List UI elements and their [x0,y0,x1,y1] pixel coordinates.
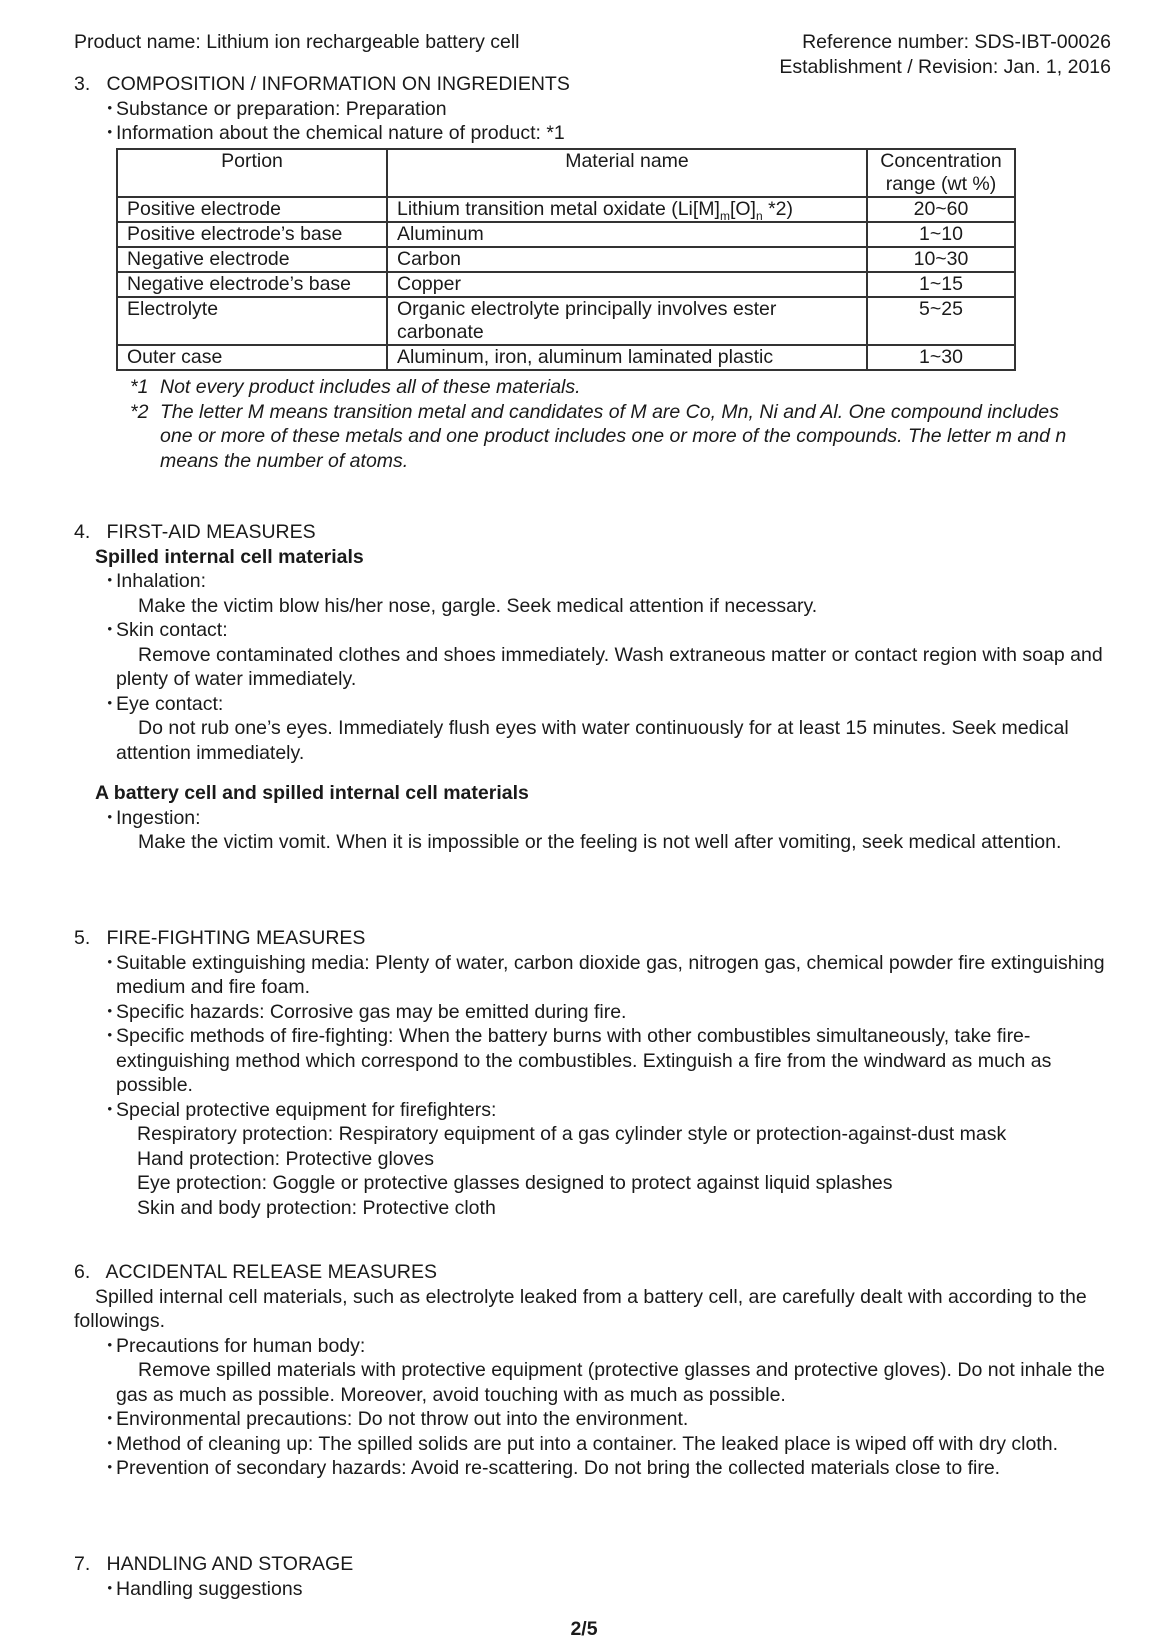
page-number: 2/5 [570,1618,598,1640]
cell-concentration: 20~60 [867,197,1015,222]
cell-material: Aluminum [387,222,867,247]
cell-concentration: 1~10 [867,222,1015,247]
revision-date: Establishment / Revision: Jan. 1, 2016 [779,55,1111,78]
table-row [117,247,1015,272]
protective-equipment-bullet: ・ Special protective equipment for firefighters: [74,1098,1114,1123]
extinguishing-media-bullet: ・ Suitable extinguishing media: Plenty of water, carbon dioxide gas, nitrogen gas, chemical powder fire extinguishing medium and fire foam. [74,951,1114,1000]
table-row [117,297,1015,345]
header-material: Material name [387,149,867,197]
handling-suggestions-bullet: ・ Handling suggestions [74,1577,1114,1602]
precautions-text: Remove spilled materials with protective equipment (protective glasses and protective gloves). Do not inhale the gas as much as possible. Moreover, avoid touching with as much as possible. [116,1359,1105,1406]
respiratory-protection: Respiratory protection: Respiratory equipment of a gas cylinder style or protection-against-dust mask [137,1123,1007,1145]
section-3-title: 3. COMPOSITION / INFORMATION ON INGREDIENTS [74,73,570,95]
cleaning-bullet: ・ Method of cleaning up: The spilled solids are put into a container. The leaked place is wiped off with dry cloth. [74,1432,1114,1457]
cell-concentration: 5~25 [867,297,1015,345]
table-header-row [117,149,1015,197]
eye-contact-label: ・ Eye contact: [74,692,1114,717]
cell-portion: Negative electrode [117,247,387,272]
cell-concentration: 10~30 [867,247,1015,272]
cell-concentration: 1~15 [867,272,1015,297]
table-footnotes [130,375,1070,473]
section-7-title: 7. HANDLING AND STORAGE [74,1553,354,1575]
eye-protection: Eye protection: Goggle or protective glasses designed to protect against liquid splashes [137,1172,893,1194]
subhead-battery-cell: A battery cell and spilled internal cell materials [95,782,529,804]
cell-material: Lithium transition metal oxidate ($Li[M]_m[O]_n$ *2) [387,197,867,222]
cell-concentration: 1~30 [867,345,1015,370]
section-3 [74,72,1114,146]
cell-portion: Negative electrode’s base [117,272,387,297]
skin-contact-label: ・ Skin contact: [74,618,1114,643]
cell-portion: Electrolyte [117,297,387,345]
table-row [117,272,1015,297]
section-5 [74,926,1114,1220]
table-row [117,222,1015,247]
section-6-intro: Spilled internal cell materials, such as electrolyte leaked from a battery cell, are carefully dealt with according to the followings. [74,1285,1087,1332]
header-product-name: Product name: Lithium ion rechargeable battery cell [74,31,520,53]
ingestion-label: ・ Ingestion: [74,806,1114,831]
section-4-title: 4. FIRST-AID MEASURES [74,521,316,543]
inhalation-text: Make the victim blow his/her nose, gargle. Seek medical attention if necessary. [138,594,818,617]
composition-table [116,148,1016,371]
subhead-spilled: Spilled internal cell materials [95,545,364,568]
environmental-bullet: ・ Environmental precautions: Do not throw out into the environment. [74,1407,1114,1432]
section-4 [74,520,1114,855]
table-row [117,345,1015,370]
firefighting-methods-bullet: ・ Specific methods of fire-fighting: When the battery burns with other combustibles simultaneously, take fire-extinguishing method which correspond to the combustibles. Extinguish a fire from the windward as much as possible. [74,1024,1114,1098]
ingestion-text: Make the victim vomit. When it is impossible or the feeling is not well after vomiting, seek medical attention. [138,831,1062,853]
cell-material: Organic electrolyte principally involves ester carbonate [387,297,867,345]
specific-hazards-bullet: ・ Specific hazards: Corrosive gas may be emitted during fire. [74,1000,1114,1025]
substance-bullet: ・ Substance or preparation: Preparation [74,97,1114,122]
header-portion: Portion [117,149,387,197]
cell-portion: Outer case [117,345,387,370]
cell-material: Aluminum, iron, aluminum laminated plastic [387,345,867,370]
precautions-label: ・ Precautions for human body: [74,1334,1114,1359]
cell-material: Copper [387,272,867,297]
footnote-1: *1 Not every product includes all of these materials. [130,376,581,398]
hand-protection: Hand protection: Protective gloves [137,1147,434,1170]
section-6 [74,1260,1114,1481]
cell-material: Carbon [387,247,867,272]
header-concentration: Concentration range (wt %) [867,149,1015,197]
section-5-title: 5. FIRE-FIGHTING MEASURES [74,927,366,949]
footnote-2: *2 The letter M means transition metal and candidates of M are Co, Mn, Ni and Al. One compound includes one or more of these metals and one product includes one or more of the compounds. The letter m and n means the number of atoms. [130,400,1067,472]
secondary-hazards-bullet: ・ Prevention of secondary hazards: Avoid re-scattering. Do not bring the collected materials close to fire. [74,1456,1114,1481]
reference-number: Reference number: SDS-IBT-00026 [802,31,1111,53]
skin-body-protection: Skin and body protection: Protective cloth [137,1196,496,1219]
cell-portion: Positive electrode’s base [117,222,387,247]
inhalation-label: ・ Inhalation: [74,569,1114,594]
section-7 [74,1552,1114,1601]
table-row [117,197,1015,222]
cell-portion: Positive electrode [117,197,387,222]
skin-contact-text: Remove contaminated clothes and shoes immediately. Wash extraneous matter or contact region with soap and plenty of water immediately. [116,643,1103,690]
section-6-title: 6. ACCIDENTAL RELEASE MEASURES [74,1261,438,1283]
chemical-nature-bullet: ・ Information about the chemical nature of product: *1 [74,121,1114,146]
eye-contact-text: Do not rub one’s eyes. Immediately flush eyes with water continuously for at least 15 minutes. Seek medical attention immediately. [116,717,1069,764]
